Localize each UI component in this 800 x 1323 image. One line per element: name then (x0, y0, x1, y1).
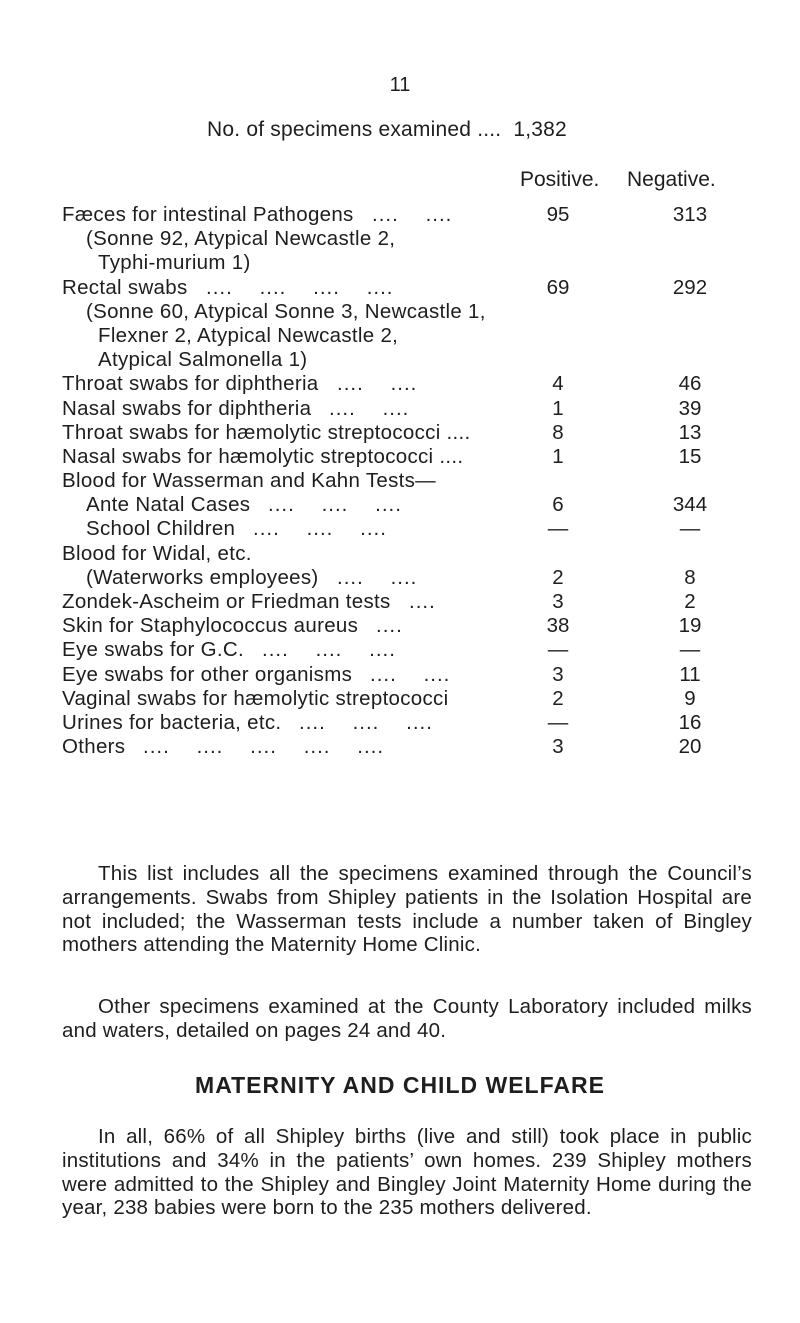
positive-value: 4 (552, 372, 564, 396)
negative-value: — (679, 638, 701, 662)
negative-value: 292 (672, 275, 708, 299)
negative-column-header: Negative. (627, 168, 716, 191)
negative-value: 46 (678, 372, 702, 396)
row-label: (Sonne 92, Atypical Newcastle 2, (86, 227, 396, 251)
positive-value: 2 (552, 686, 564, 710)
table-row (0, 227, 800, 251)
row-label: Nasal swabs for hæmolytic streptococci .... (62, 444, 464, 468)
table-row (0, 445, 800, 469)
paragraph-specimens-note (62, 862, 752, 957)
summary-label: No. of specimens examined (207, 118, 472, 141)
summary-dots: .... (477, 118, 502, 141)
table-row (0, 687, 800, 711)
row-label: Urines for bacteria, etc. (62, 710, 282, 734)
row-label: (Waterworks employees) (86, 565, 319, 589)
table-row (0, 638, 800, 662)
table-row (0, 300, 800, 324)
negative-value: 20 (678, 735, 702, 759)
table-row (0, 372, 800, 396)
negative-value: 13 (678, 420, 702, 444)
row-label: School Children (86, 517, 236, 541)
leader-dots: .... .... .... .... (206, 275, 394, 299)
table-row (0, 469, 800, 493)
positive-value: — (547, 517, 569, 541)
table-row (0, 711, 800, 735)
table-row (0, 566, 800, 590)
specimens-summary (207, 118, 567, 142)
negative-value: 39 (678, 396, 702, 420)
table-row (0, 735, 800, 759)
positive-value: 3 (552, 735, 564, 759)
negative-value: 344 (672, 493, 708, 517)
negative-value: — (679, 517, 701, 541)
row-label: Blood for Widal, etc. (62, 541, 252, 565)
negative-value: 16 (678, 710, 702, 734)
row-label: Atypical Salmonella 1) (98, 348, 308, 372)
row-label: Nasal swabs for diphtheria (62, 396, 312, 420)
positive-value: 38 (546, 614, 570, 638)
positive-value: 6 (552, 493, 564, 517)
positive-value: 1 (552, 396, 564, 420)
positive-value: — (547, 638, 569, 662)
positive-column-header: Positive. (520, 168, 600, 191)
leader-dots: .... .... .... (262, 638, 396, 662)
leader-dots: .... .... (337, 565, 418, 589)
positive-value: 2 (552, 565, 564, 589)
positive-value: 95 (546, 203, 570, 226)
row-label: Typhi-murium 1) (98, 251, 251, 275)
leader-dots: .... .... .... (268, 493, 402, 517)
row-label: Fæces for intestinal Pathogens (62, 203, 354, 226)
table-row (0, 276, 800, 300)
table-row (0, 542, 800, 566)
positive-value: — (547, 710, 569, 734)
row-label: Ante Natal Cases (86, 493, 251, 517)
leader-dots: .... .... (329, 396, 410, 420)
leader-dots: .... .... (370, 662, 451, 686)
paragraph-text: Other specimens examined at the County Laboratory included milks and waters, detailed on pages 24 and 40. (62, 995, 752, 1042)
table-row (0, 663, 800, 687)
table-row (0, 203, 800, 227)
row-label: Skin for Staphylococcus aureus (62, 614, 359, 638)
negative-value: 19 (678, 614, 702, 638)
leader-dots: .... .... .... .... .... (143, 735, 385, 759)
row-label: Flexner 2, Atypical Newcastle 2, (98, 323, 399, 347)
negative-value: 11 (679, 662, 701, 686)
negative-value: 2 (684, 590, 696, 613)
positive-value: 8 (552, 420, 564, 444)
positive-value: 69 (546, 275, 570, 299)
row-label: Vaginal swabs for hæmolytic streptococci (62, 686, 449, 710)
specimens-table (0, 203, 800, 759)
row-label: Eye swabs for other organisms (62, 662, 353, 686)
negative-value: 15 (678, 444, 702, 468)
table-row (0, 493, 800, 517)
positive-value: 3 (552, 590, 564, 613)
row-label: Blood for Wasserman and Kahn Tests— (62, 469, 436, 493)
leader-dots: .... .... (372, 203, 453, 226)
positive-value: 3 (552, 662, 564, 686)
leader-dots: .... (409, 590, 436, 613)
leader-dots: .... (376, 614, 403, 638)
row-label: (Sonne 60, Atypical Sonne 3, Newcastle 1, (86, 299, 486, 323)
row-label: Zondek-Ascheim or Friedman tests (62, 590, 391, 613)
table-row (0, 517, 800, 541)
summary-value: 1,382 (513, 118, 567, 141)
table-row (0, 397, 800, 421)
row-label: Throat swabs for diphtheria (62, 372, 319, 396)
paragraph-text: In all, 66% of all Shipley births (live and still) took place in public institutions and 34% in the patients’ own homes. 239 Shipley mothers were admitted to the Shipley and Bingley Joint Maternity Home during the year, 238 babies were born to the 235 mothers delivered. (62, 1125, 752, 1220)
table-row (0, 348, 800, 372)
table-row (0, 324, 800, 348)
page-number: 11 (389, 74, 411, 96)
row-label: Eye swabs for G.C. (62, 638, 244, 662)
negative-value: 9 (684, 686, 696, 710)
paragraph-text: This list includes all the specimens examined through the Council’s arrangements. Swabs from Shipley patients in the Isolation Hospital are not included; the Wasserman tests include a number taken of Bingley mothers attending the Maternity Home Clinic. (62, 862, 752, 957)
positive-value: 1 (552, 444, 564, 468)
table-row (0, 590, 800, 614)
leader-dots: .... .... .... (253, 517, 387, 541)
paragraph-maternity (62, 1125, 752, 1220)
row-label: Throat swabs for hæmolytic streptococci .... (62, 420, 471, 444)
table-row (0, 614, 800, 638)
table-row (0, 251, 800, 275)
leader-dots: .... .... (337, 372, 418, 396)
leader-dots: .... .... .... (299, 710, 433, 734)
negative-value: 8 (684, 565, 696, 589)
section-heading: MATERNITY AND CHILD WELFARE (195, 1072, 605, 1098)
row-label: Others (62, 735, 126, 759)
paragraph-county-laboratory (62, 995, 752, 1043)
table-row (0, 421, 800, 445)
negative-value: 313 (672, 203, 708, 226)
row-label: Rectal swabs (62, 275, 188, 299)
